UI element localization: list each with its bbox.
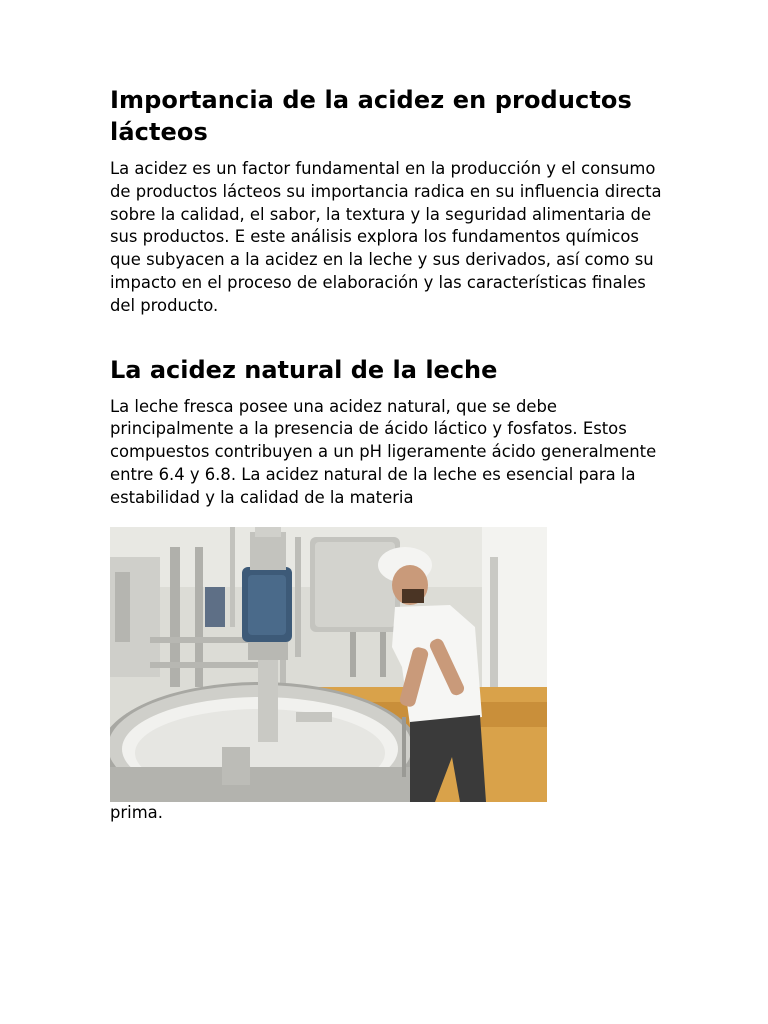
section-body-continuation: prima. <box>110 802 163 822</box>
section-heading-natural-acidity: La acidez natural de la leche <box>110 355 498 384</box>
section-heading-importance: Importancia de la acidez en productos lácteos <box>110 86 632 146</box>
section-body-natural-acidity: La leche fresca posee una acidez natural, que se debe principalmente a la presencia de ácido láctico y fosfatos. Estos compuestos contribuyen a un pH ligeramente ácido generalmente entre 6.4 y 6.8. La acidez natural de la leche es esencial para la estabilidad y la calidad de la materia <box>110 396 657 507</box>
section-body-importance: La acidez es un factor fundamental en la producción y el consumo de productos lácteos su importancia radica en su influencia directa sobre la calidad, el sabor, la textura y la seguridad alimentaria de sus productos. E este análisis explora los fundamentos químicos que subyacen a la acidez en la leche y sus derivados, así como su impacto en el proceso de elaboración y las características finales del producto. <box>110 159 662 315</box>
section-natural-acidity <box>110 354 670 510</box>
dairy-worker-stirring-milk-vat-photo <box>110 527 547 802</box>
document-page <box>110 84 670 824</box>
